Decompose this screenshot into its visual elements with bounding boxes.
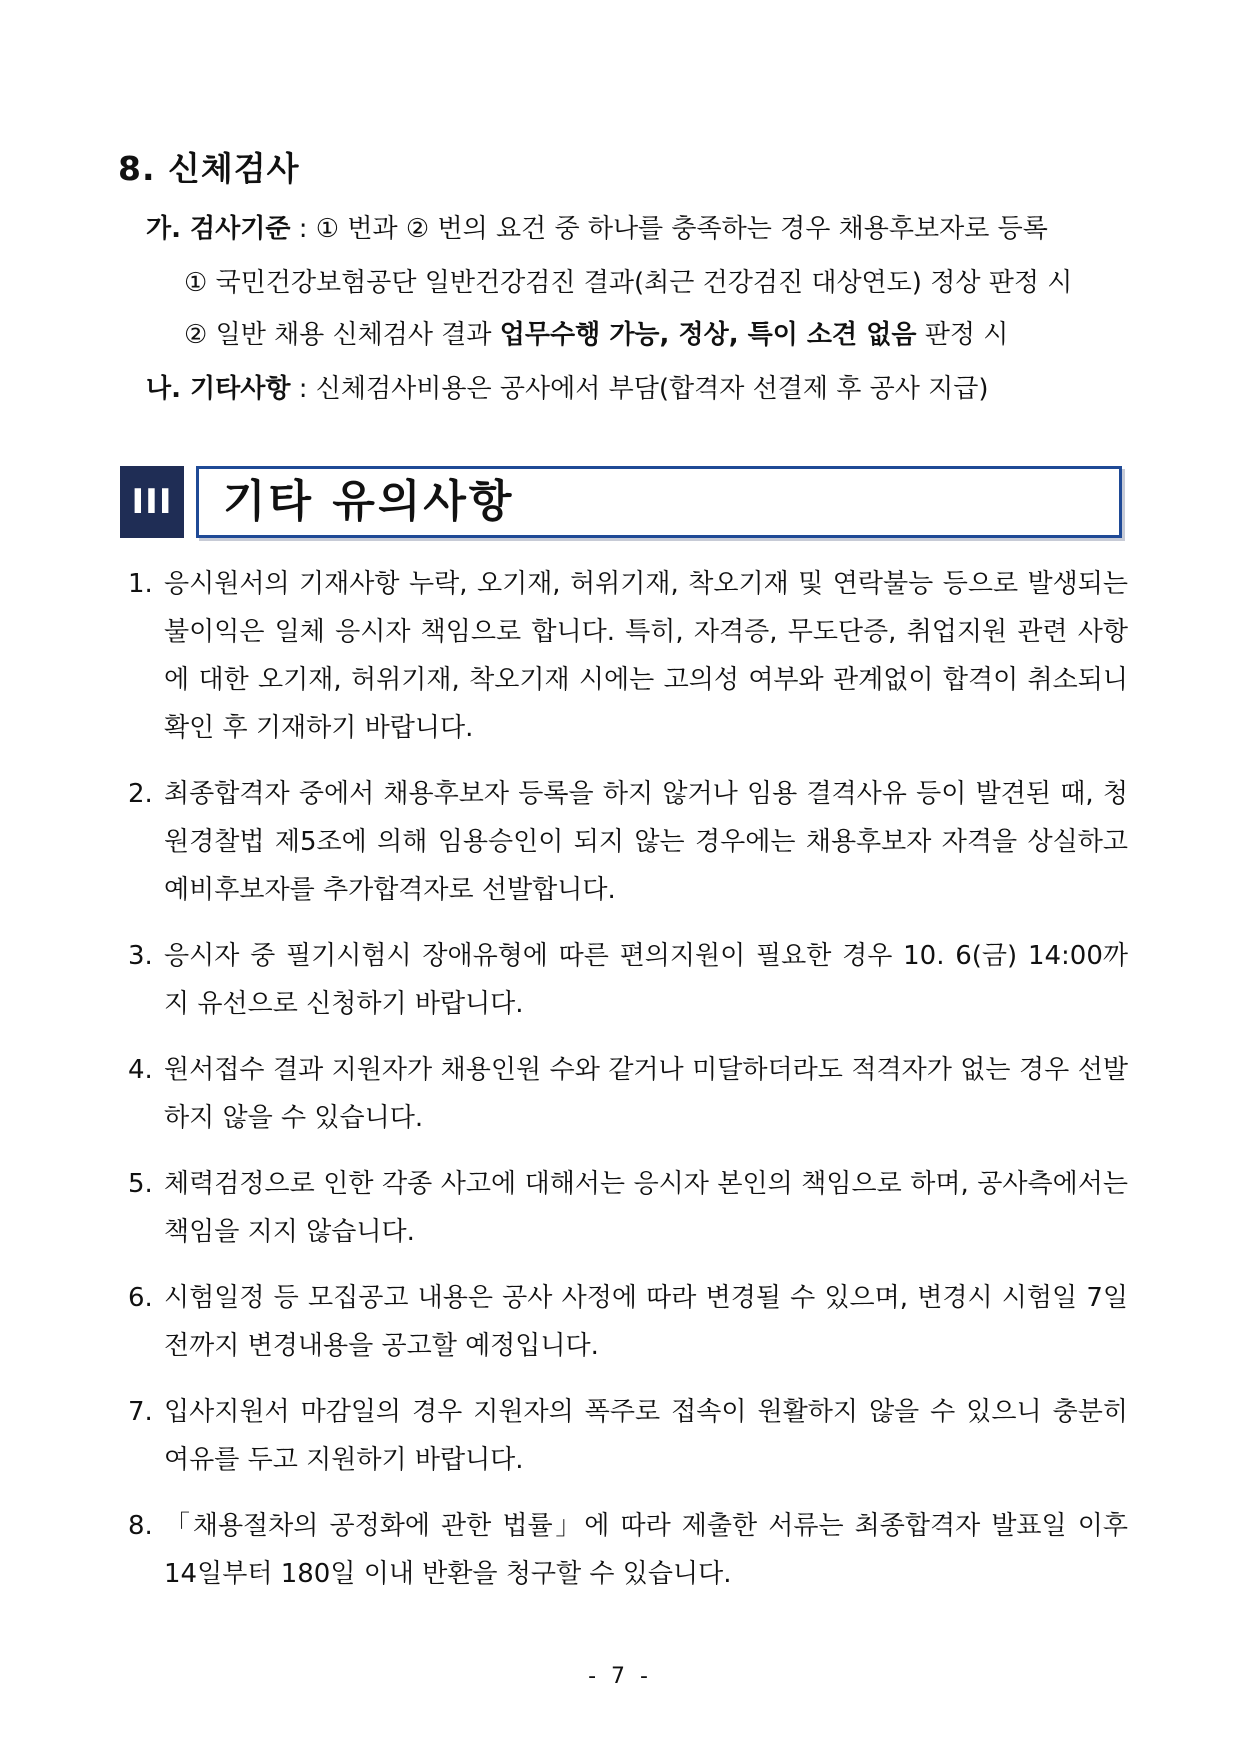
notice-text: 「채용절차의 공정화에 관한 법률」에 따라 제출한 서류는 최종합격자 발표일 이후 14일부터 180일 이내 반환을 청구할 수 있습니다.	[164, 1511, 1128, 1589]
notice-item	[128, 932, 1128, 1028]
notice-text: 응시자 중 필기시험시 장애유형에 따른 편의지원이 필요한 경우 10. 6(금) 14:00까지 유선으로 신청하기 바랍니다.	[164, 941, 1128, 1019]
criteria-item-2-pre: ② 일반 채용 신체검사 결과	[184, 320, 500, 350]
notice-number: 1.	[128, 569, 153, 599]
notice-item	[128, 1502, 1128, 1598]
notice-number: 4.	[128, 1055, 153, 1085]
criteria-item-2-post: 판정 시	[916, 320, 1009, 350]
other-line	[146, 368, 988, 405]
notice-item	[128, 770, 1128, 914]
criteria-item-1: ① 국민건강보험공단 일반건강검진 결과(최근 건강검진 대상연도) 정상 판정 시	[184, 268, 1073, 298]
notice-text: 시험일정 등 모집공고 내용은 공사 사정에 따라 변경될 수 있으며, 변경시 시험일 7일 전까지 변경내용을 공고할 예정입니다.	[164, 1283, 1128, 1361]
section-banner	[120, 466, 1120, 538]
banner-box	[196, 466, 1122, 538]
notice-number: 5.	[128, 1169, 153, 1199]
notice-item	[128, 1160, 1128, 1256]
notice-number: 6.	[128, 1283, 153, 1313]
notice-number: 8.	[128, 1511, 153, 1541]
banner-number: III	[120, 466, 184, 538]
page-number: - 7 -	[588, 1664, 652, 1689]
criteria-line	[146, 208, 1048, 245]
notice-number: 3.	[128, 941, 153, 971]
banner-title: 기타 유의사항	[223, 476, 515, 527]
notice-text: 원서접수 결과 지원자가 채용인원 수와 같거나 미달하더라도 적격자가 없는 경우 선발하지 않을 수 있습니다.	[164, 1055, 1128, 1133]
notice-list	[128, 560, 1128, 1616]
other-text: : 신체검사비용은 공사에서 부담(합격자 선결제 후 공사 지급)	[290, 374, 989, 404]
notice-item	[128, 1388, 1128, 1484]
criteria-label: 가. 검사기준	[146, 214, 291, 244]
criteria-item-2	[184, 314, 1008, 351]
notice-item	[128, 1274, 1128, 1370]
notice-text: 입사지원서 마감일의 경우 지원자의 폭주로 접속이 원활하지 않을 수 있으니 충분히 여유를 두고 지원하기 바랍니다.	[164, 1397, 1128, 1475]
notice-text: 체력검정으로 인한 각종 사고에 대해서는 응시자 본인의 책임으로 하며, 공사측에서는 책임을 지지 않습니다.	[164, 1169, 1128, 1247]
other-label: 나. 기타사항	[146, 374, 291, 404]
notice-text: 최종합격자 중에서 채용후보자 등록을 하지 않거나 임용 결격사유 등이 발견된 때, 청원경찰법 제5조에 의해 임용승인이 되지 않는 경우에는 채용후보자 자격을 상실하고 예비후보자를 추가합격자로 선발합니다.	[164, 779, 1128, 905]
criteria-text: : ① 번과 ② 번의 요건 중 하나를 충족하는 경우 채용후보자로 등록	[290, 214, 1048, 244]
notice-number: 2.	[128, 779, 153, 809]
criteria-item-2-bold: 업무수행 가능, 정상, 특이 소견 없음	[499, 320, 917, 350]
notice-item	[128, 560, 1128, 752]
section-title: 8. 신체검사	[118, 149, 300, 188]
notice-number: 7.	[128, 1397, 153, 1427]
notice-item	[128, 1046, 1128, 1142]
notice-text: 응시원서의 기재사항 누락, 오기재, 허위기재, 착오기재 및 연락불능 등으로 발생되는 불이익은 일체 응시자 책임으로 합니다. 특히, 자격증, 무도단증, 취업지원 관련 사항에 대한 오기재, 허위기재, 착오기재 시에는 고의성 여부와 관계없이 합격이 취소되니 확인 후 기재하기 바랍니다.	[164, 569, 1128, 743]
